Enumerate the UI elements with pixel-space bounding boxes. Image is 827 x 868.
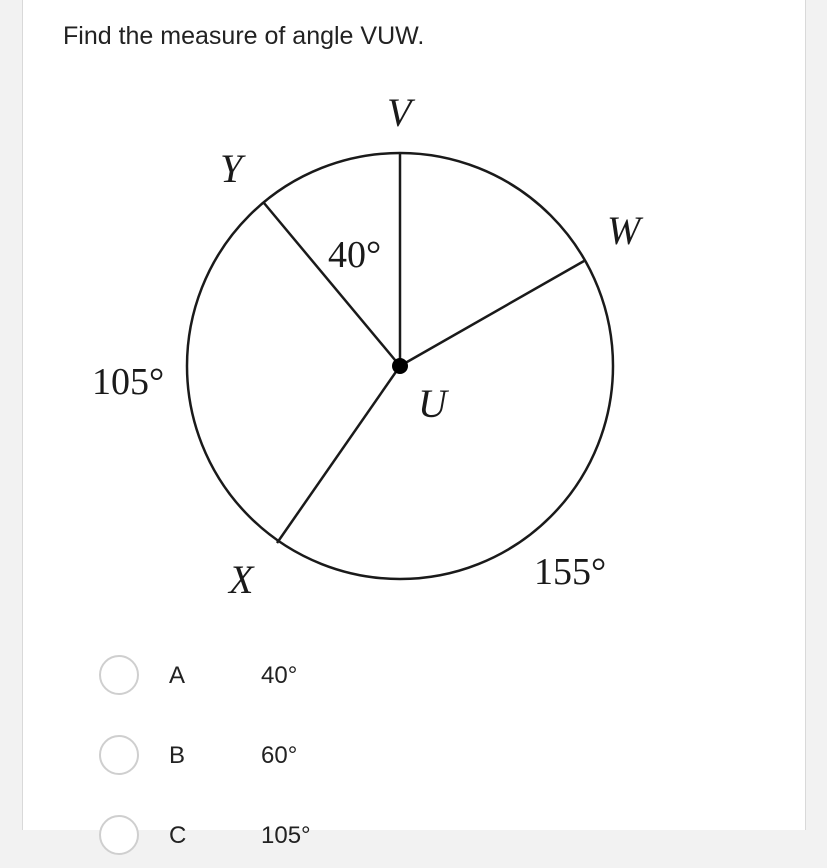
segment-ux bbox=[277, 366, 400, 543]
option-letter: B bbox=[169, 742, 186, 769]
option-value: 105° bbox=[261, 822, 311, 849]
label-y: Y bbox=[220, 146, 243, 191]
segment-uy bbox=[264, 203, 400, 366]
question-text: Find the measure of angle VUW. bbox=[63, 22, 425, 50]
option-letter: A bbox=[169, 662, 186, 689]
option-a[interactable] bbox=[23, 648, 805, 708]
circle-diagram bbox=[1, 0, 827, 640]
option-b[interactable] bbox=[23, 728, 805, 788]
label-u: U bbox=[418, 381, 447, 426]
label-x: X bbox=[229, 557, 254, 602]
question-card bbox=[22, 0, 806, 849]
radio-button[interactable] bbox=[99, 655, 139, 695]
option-value: 40° bbox=[261, 662, 298, 689]
angle-label-yuv: 40° bbox=[328, 234, 382, 276]
label-w: W bbox=[607, 208, 641, 253]
label-v: V bbox=[387, 90, 412, 135]
angle-label-yux: 105° bbox=[92, 361, 165, 403]
segment-uw bbox=[400, 261, 584, 366]
angle-label-xuw: 155° bbox=[534, 551, 607, 593]
option-c[interactable] bbox=[23, 808, 805, 868]
radio-button[interactable] bbox=[99, 815, 139, 855]
center-point-u bbox=[392, 358, 408, 374]
option-value: 60° bbox=[261, 742, 298, 769]
radio-button[interactable] bbox=[99, 735, 139, 775]
option-letter: C bbox=[169, 822, 187, 849]
